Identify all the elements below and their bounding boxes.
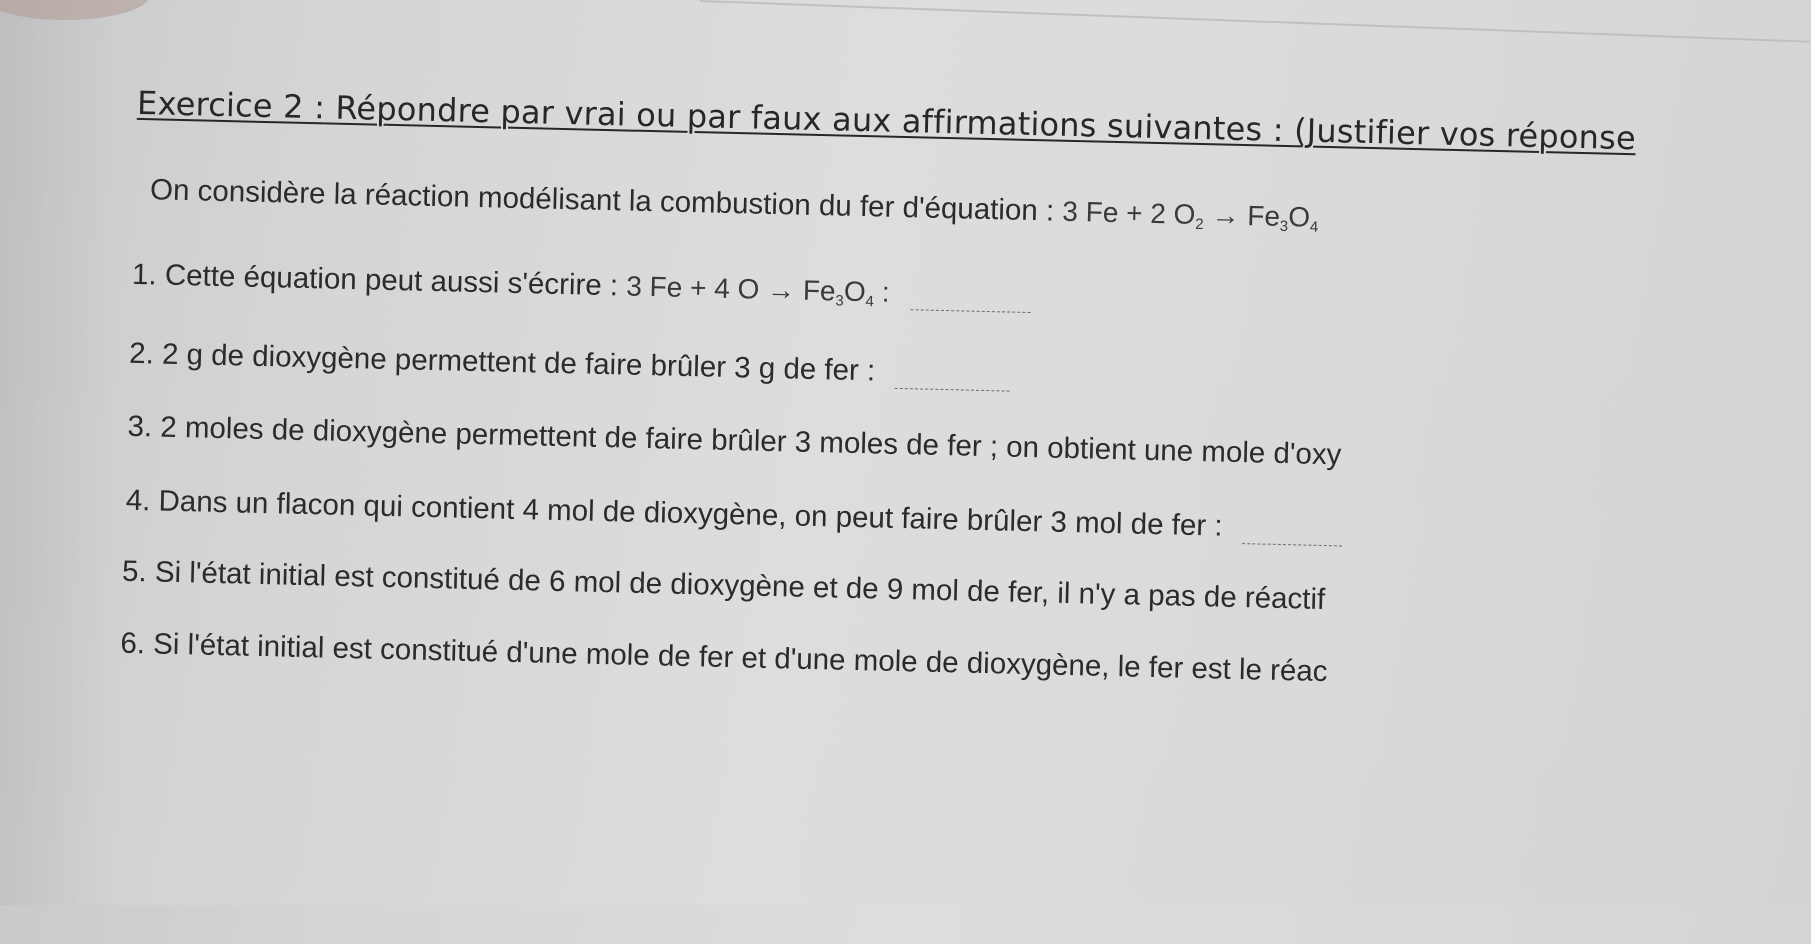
eq1-arrow: → xyxy=(766,273,796,306)
item-2 xyxy=(129,337,1011,392)
eq1-plus: + xyxy=(689,272,707,304)
item-1 xyxy=(132,258,1032,313)
eq-o: O xyxy=(1173,198,1196,230)
eq-arrow: → xyxy=(1211,199,1240,231)
item-6 xyxy=(120,627,1328,689)
eq1-product-fe-sub: 3 xyxy=(835,292,844,310)
eq1-colon: : xyxy=(881,276,890,308)
exercise-heading xyxy=(137,84,1637,157)
item-1-equation xyxy=(625,270,898,311)
item-2-text: 2. 2 g de dioxygène permettent de faire brûler 3 g de fer : xyxy=(128,336,876,388)
eq-fe: Fe xyxy=(1085,196,1119,229)
answer-blank-1[interactable] xyxy=(911,283,1032,313)
exercise-number: Exercice 2 : xyxy=(136,83,326,127)
eq-product-fe: Fe xyxy=(1246,200,1281,232)
item-6-text: 6. Si l'état initial est constitué d'une mole de fer et d'une mole de dioxygène, le fer est le réac xyxy=(120,626,1328,689)
eq1-product-fe: Fe xyxy=(802,274,836,307)
item-3-text: 3. 2 moles de dioxygène permettent de faire brûler 3 moles de fer ; on obtient une mole d'oxy xyxy=(127,409,1342,472)
exercise-instruction: Répondre par vrai ou par faux aux affirmations suivantes : (Justifier vos réponse xyxy=(335,88,1637,158)
eq-product-o: O xyxy=(1287,201,1311,233)
eq1-coef-fe: 3 xyxy=(625,270,643,302)
eq1-coef-o: 4 xyxy=(713,272,731,304)
item-3 xyxy=(127,410,1342,473)
intro-equation xyxy=(1061,195,1319,236)
item-1-text: 1. Cette équation peut aussi s'écrire : xyxy=(131,257,619,303)
eq-product-o-sub: 4 xyxy=(1309,218,1319,236)
item-4-text: 4. Dans un flacon qui contient 4 mol de dioxygène, on peut faire brûler 3 mol de fer : xyxy=(125,483,1223,543)
item-5-text: 5. Si l'état initial est constitué de 6 mol de dioxygène et de 9 mol de fer, il n'y a pas de réactif xyxy=(121,554,1326,617)
eq1-o: O xyxy=(737,273,760,305)
answer-blank-4[interactable] xyxy=(1242,513,1343,546)
eq-coef-o2: 2 xyxy=(1149,197,1167,230)
eq1-product-o-sub: 4 xyxy=(865,293,875,311)
intro-text: On considère la réaction modélisant la combustion du fer d'équation : xyxy=(149,173,1055,228)
eq1-product-o: O xyxy=(843,275,867,308)
eq-o-sub: 2 xyxy=(1194,215,1204,234)
exercise-title xyxy=(137,84,1637,157)
item-5 xyxy=(122,555,1326,617)
eq-product-fe-sub: 3 xyxy=(1279,217,1289,236)
item-4 xyxy=(125,484,1343,547)
eq-plus: + xyxy=(1125,197,1143,229)
answer-blank-2[interactable] xyxy=(895,356,1011,392)
eq1-fe: Fe xyxy=(649,271,683,303)
eq-coef-fe: 3 xyxy=(1061,195,1079,228)
intro-line xyxy=(150,173,1319,235)
